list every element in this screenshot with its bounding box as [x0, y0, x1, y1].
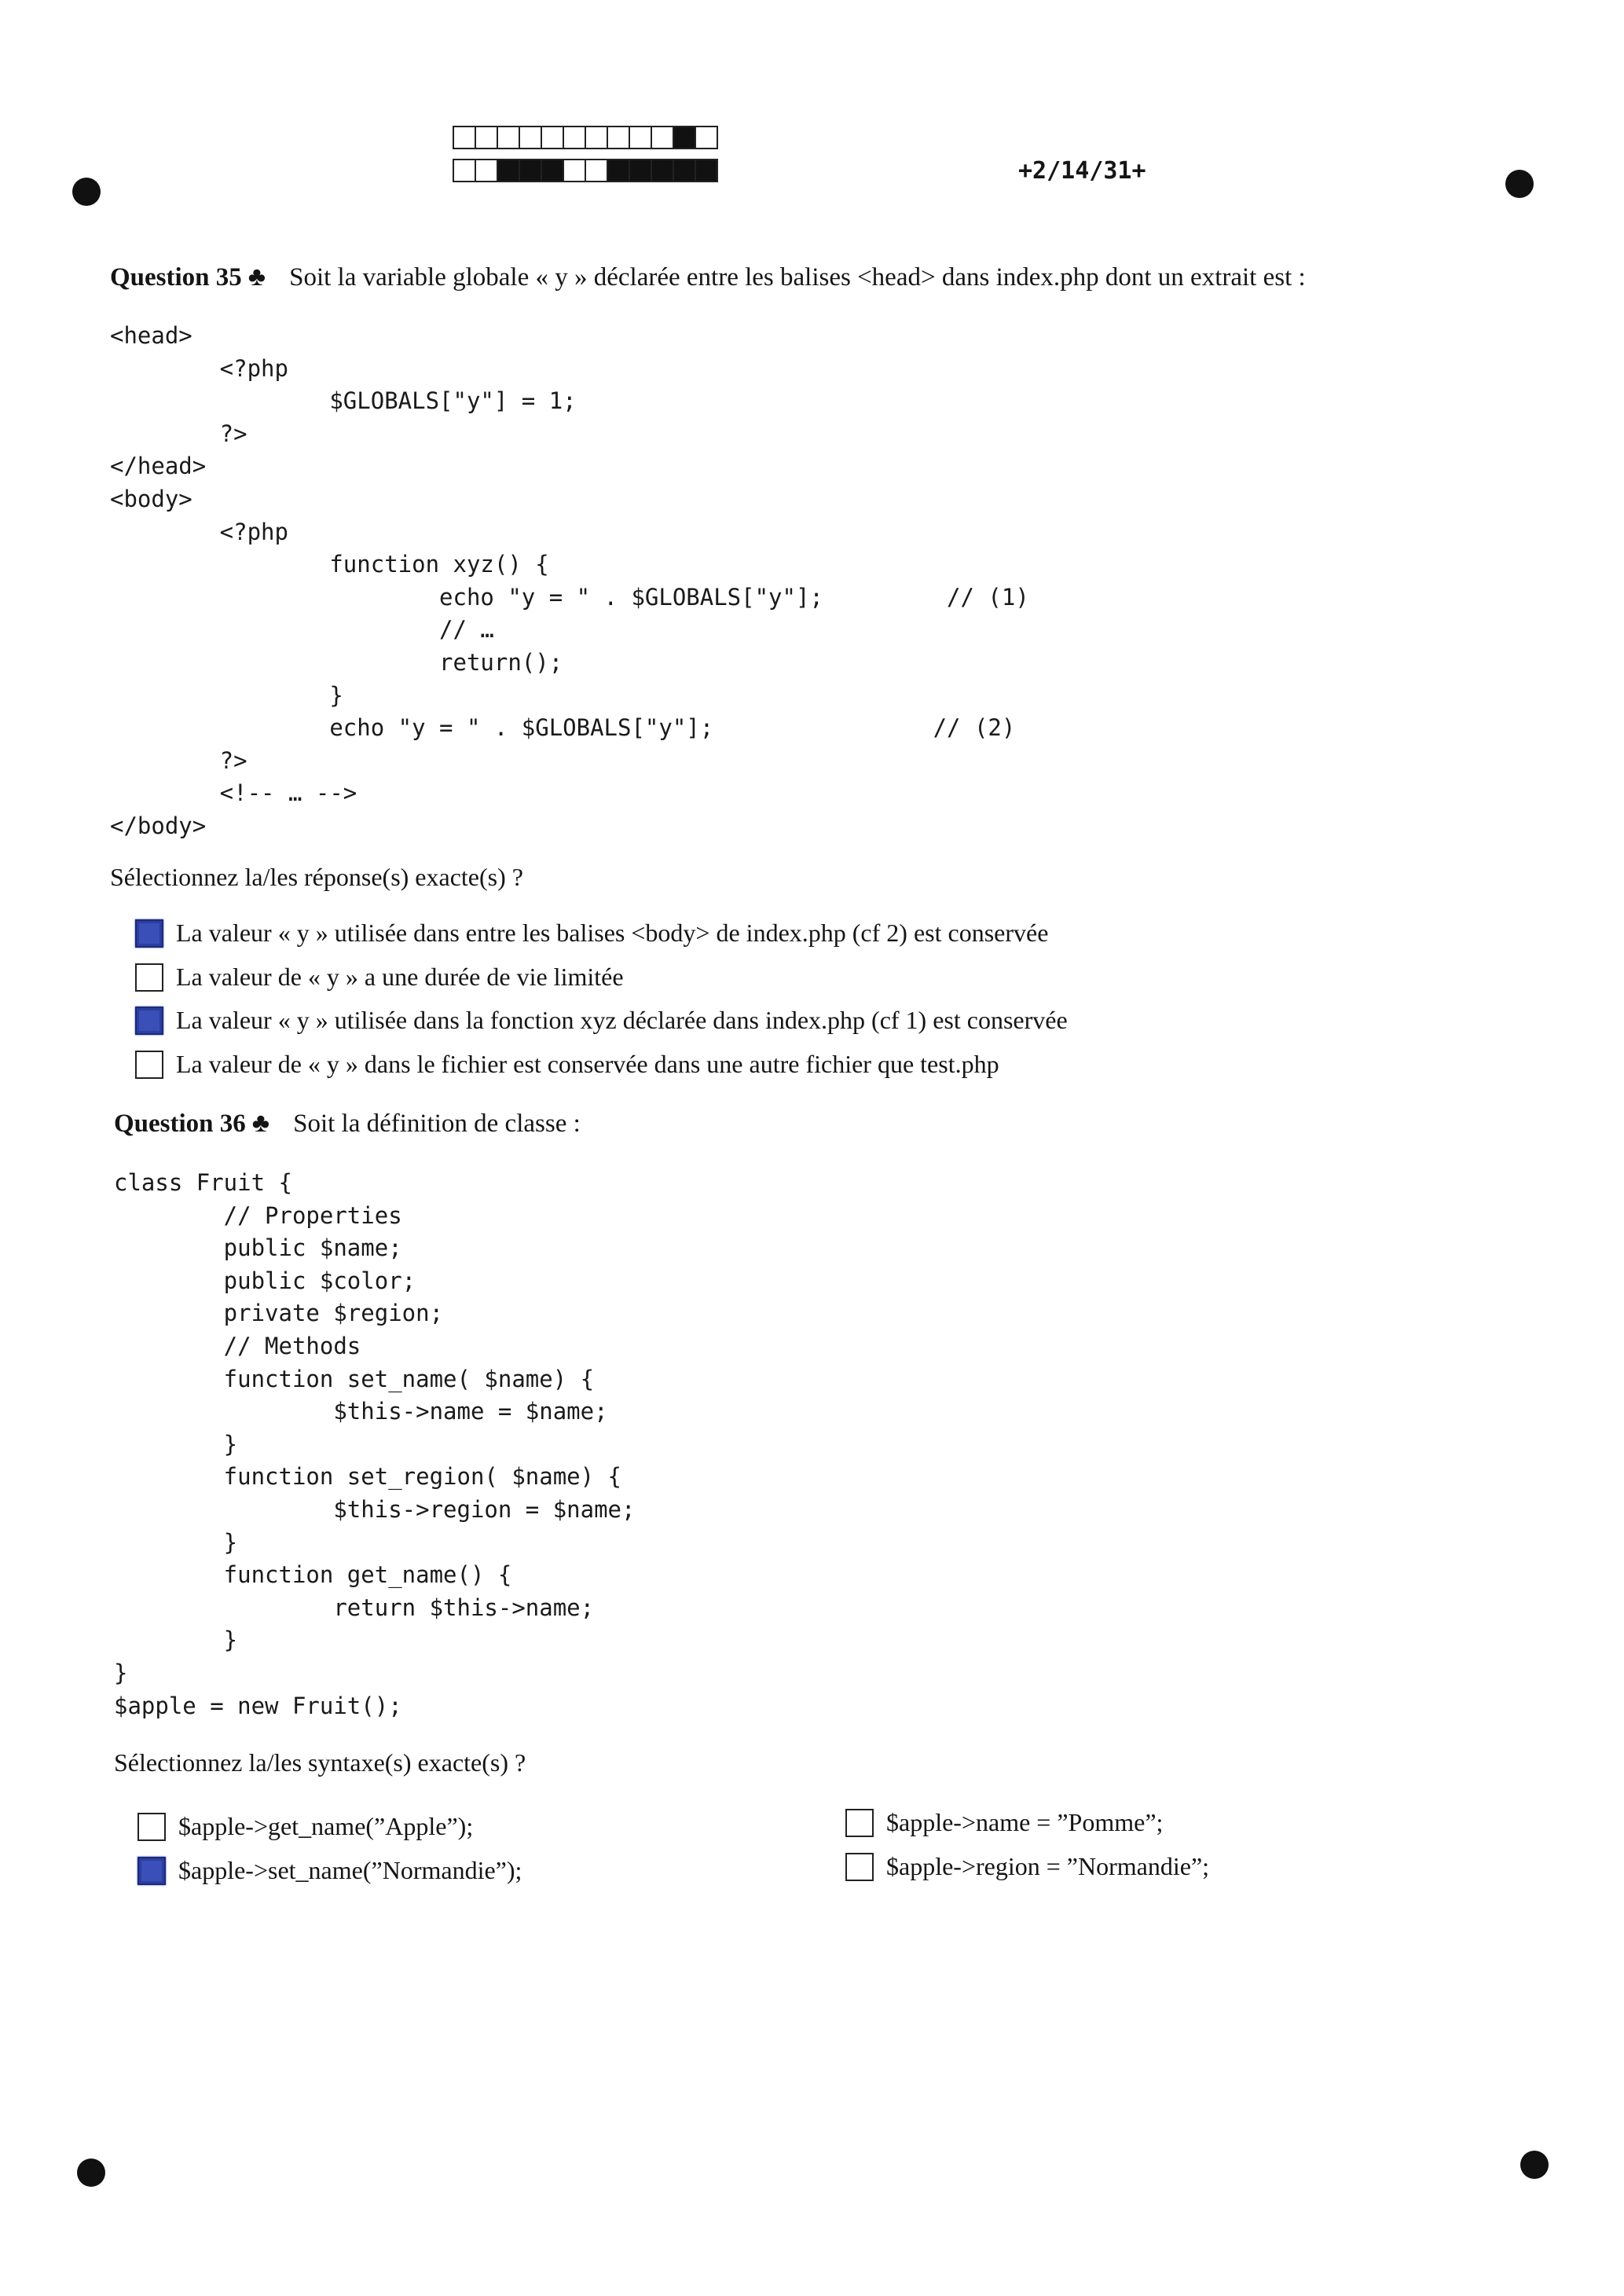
barcode-cell [497, 159, 520, 182]
q36-choice-4[interactable] [845, 1852, 1209, 1881]
code-line: // … [110, 616, 494, 644]
barcode-cell [519, 159, 542, 182]
choice-label: La valeur de « y » dans le fichier est conservée dans une autre fichier que test.php [176, 1050, 999, 1078]
checkbox[interactable] [137, 1813, 166, 1841]
barcode-cell [585, 126, 608, 149]
barcode-top-row [453, 126, 717, 151]
question-36-header [114, 1109, 581, 1139]
barcode-cell [519, 126, 542, 149]
barcode-cell [673, 126, 696, 149]
choice-label: $apple->name = ”Pomme”; [886, 1808, 1164, 1836]
barcode-cell [695, 159, 718, 182]
club-icon: ♣ [251, 1109, 270, 1138]
question-35-prompt: Sélectionnez la/les réponse(s) exacte(s) ? [110, 863, 523, 891]
q35-choice-4[interactable] [135, 1050, 999, 1079]
code-line: } [110, 681, 343, 709]
code-line: return $this->name; [114, 1594, 595, 1621]
barcode-cell [541, 126, 564, 149]
barcode-cell [629, 159, 652, 182]
barcode-cell [541, 159, 564, 182]
barcode-cell [453, 126, 476, 149]
code-line: </head> [110, 453, 207, 480]
code-line: private $region; [114, 1300, 444, 1327]
question-35-label: Question 35 [110, 263, 242, 292]
code-line: return(); [110, 648, 563, 676]
question-36-code [114, 1167, 635, 1722]
code-line: function set_name( $name) { [114, 1365, 595, 1392]
choice-label: $apple->region = ”Normandie”; [886, 1852, 1210, 1880]
code-line: } [114, 1430, 238, 1458]
code-line: $this->name = $name; [114, 1398, 608, 1425]
code-line: } [114, 1659, 128, 1686]
code-line: $apple = new Fruit(); [114, 1692, 402, 1719]
q36-choice-3[interactable] [845, 1808, 1163, 1837]
code-line: <?php [110, 354, 288, 382]
code-line: echo "y = " . $GLOBALS["y"]; // (1) [110, 583, 1029, 611]
page-id: +2/14/31+ [1018, 157, 1146, 185]
checkbox[interactable] [845, 1853, 874, 1881]
code-line: <!-- … --> [110, 779, 357, 807]
barcode-cell [607, 159, 630, 182]
code-line: function xyz() { [110, 551, 549, 578]
choice-label: La valeur « y » utilisée dans entre les balises <body> de index.php (cf 2) est conservée [176, 919, 1049, 947]
question-36-text: Soit la définition de classe : [293, 1109, 581, 1138]
code-line: $this->region = $name; [114, 1495, 636, 1523]
code-line: class Fruit { [114, 1169, 292, 1196]
code-line: public $name; [114, 1234, 402, 1262]
code-line: // Methods [114, 1332, 361, 1359]
barcode-cell [651, 126, 674, 149]
barcode-cell [695, 126, 718, 149]
checkbox-checked[interactable] [135, 1007, 163, 1035]
registration-mark-top-right [1505, 170, 1534, 198]
question-36-prompt: Sélectionnez la/les syntaxe(s) exacte(s) ? [114, 1748, 526, 1777]
code-line: function set_region( $name) { [114, 1463, 622, 1491]
code-line: // Properties [114, 1201, 402, 1229]
code-line: $GLOBALS["y"] = 1; [110, 387, 577, 415]
choice-label: $apple->set_name(”Normandie”); [178, 1856, 522, 1884]
question-35-header [110, 262, 1306, 292]
code-line: ?> [110, 420, 247, 447]
code-line: function get_name() { [114, 1561, 512, 1589]
barcode-bottom-row [453, 159, 717, 184]
club-icon: ♣ [247, 262, 266, 292]
barcode-cell [607, 126, 630, 149]
checkbox-checked[interactable] [137, 1857, 166, 1885]
code-line: ?> [110, 746, 247, 774]
checkbox[interactable] [135, 1051, 163, 1079]
barcode-cell [475, 126, 498, 149]
choice-label: $apple->get_name(”Apple”); [178, 1812, 474, 1840]
code-line: } [114, 1627, 238, 1654]
barcode-cell [497, 126, 520, 149]
question-35-text: Soit la variable globale « y » déclarée entre les balises <head> dans index.php dont un extrait est : [289, 263, 1306, 292]
q35-choice-3[interactable] [135, 1006, 1068, 1035]
barcode-cell [563, 159, 586, 182]
barcode-cell [673, 159, 696, 182]
choice-label: La valeur « y » utilisée dans la fonction xyz déclarée dans index.php (cf 1) est conservée [176, 1006, 1068, 1034]
code-line: } [114, 1528, 238, 1556]
code-line: </body> [110, 812, 207, 839]
code-line: <body> [110, 485, 192, 512]
code-line: <?php [110, 518, 288, 545]
barcode-cell [475, 159, 498, 182]
barcode-cell [651, 159, 674, 182]
checkbox-checked[interactable] [135, 919, 163, 948]
checkbox[interactable] [845, 1809, 874, 1837]
code-line: public $color; [114, 1267, 416, 1294]
checkbox[interactable] [135, 963, 163, 992]
question-35-code [110, 320, 1029, 843]
q36-choice-2[interactable] [137, 1856, 522, 1885]
question-36-label: Question 36 [114, 1109, 246, 1138]
q36-choice-1[interactable] [137, 1812, 473, 1841]
choice-label: La valeur de « y » a une durée de vie limitée [176, 963, 624, 991]
barcode-cell [585, 159, 608, 182]
barcode-cell [453, 159, 476, 182]
barcode-cell [629, 126, 652, 149]
registration-mark-bottom-right [1520, 2151, 1549, 2179]
registration-mark-bottom-left [77, 2158, 105, 2187]
code-line: echo "y = " . $GLOBALS["y"]; // (2) [110, 714, 1016, 742]
q35-choice-1[interactable] [135, 919, 1048, 948]
code-line: <head> [110, 322, 192, 349]
registration-mark-top-left [72, 178, 101, 206]
barcode-cell [563, 126, 586, 149]
q35-choice-2[interactable] [135, 963, 624, 992]
